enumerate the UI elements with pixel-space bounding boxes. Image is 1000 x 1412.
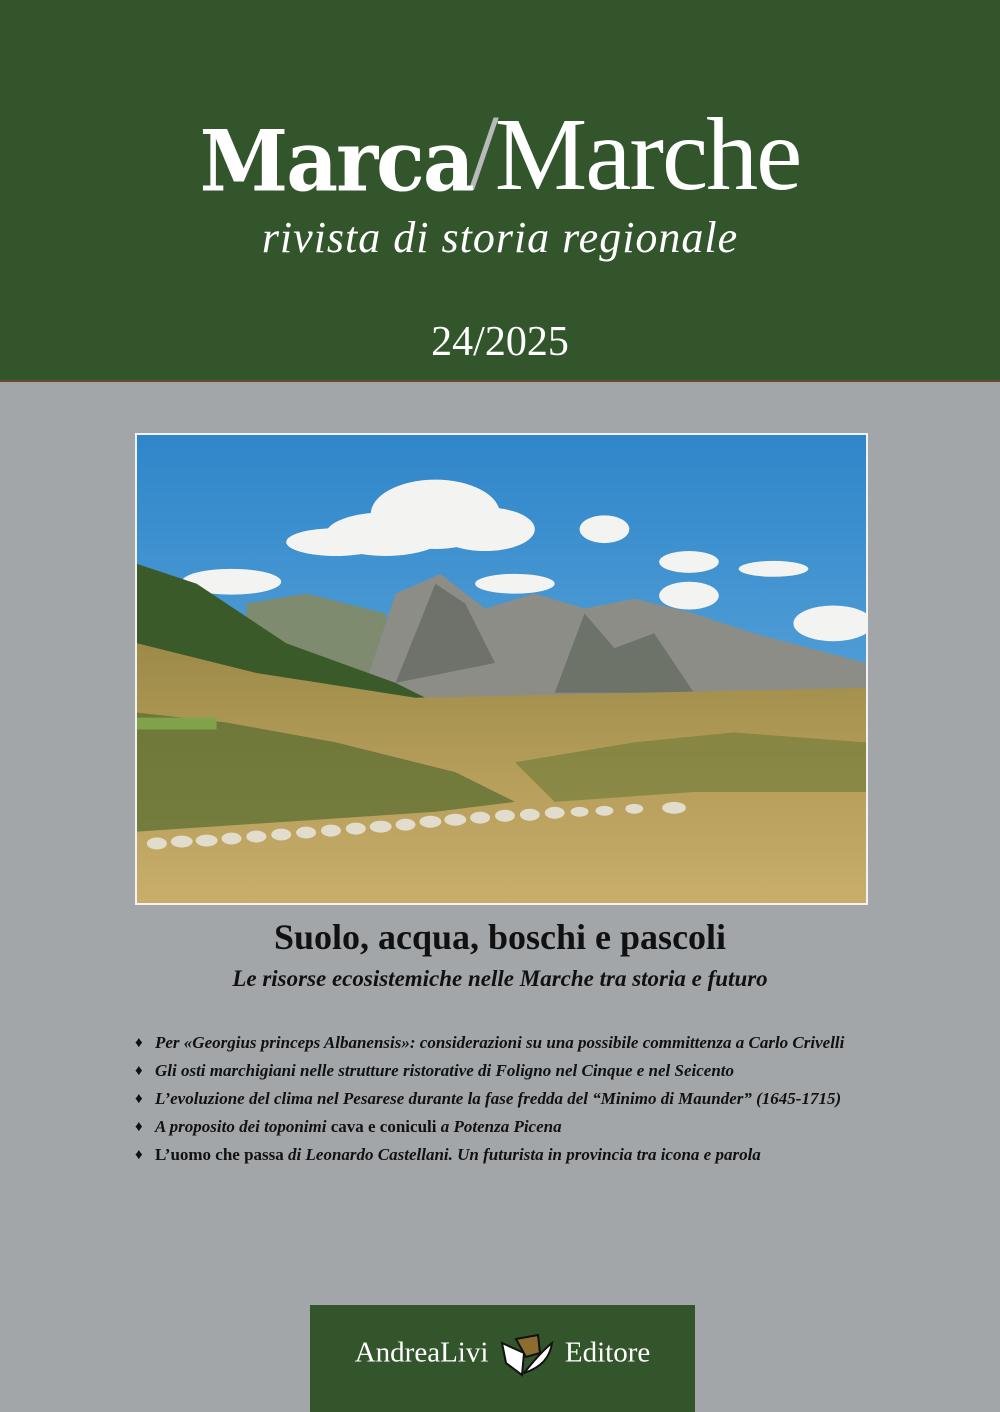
contents-list <box>135 1031 875 1171</box>
diamond-bullet-icon: ♦ <box>135 1119 143 1135</box>
masthead-marche: Marche <box>494 97 801 212</box>
landscape-image-icon <box>137 435 866 903</box>
theme-title: Suolo, acqua, boschi e pascoli <box>273 917 727 957</box>
publisher-name-right: Editore <box>564 1336 651 1369</box>
publisher-block <box>310 1305 695 1412</box>
contents-item-text: L’evoluzione del clima nel Pesarese durante la fase fredda del “Minimo di Maunder” (1645-1715) <box>155 1089 842 1108</box>
cover-header <box>0 0 1000 382</box>
publisher-name-left: AndreaLivi <box>354 1336 489 1369</box>
contents-item <box>135 1059 875 1083</box>
theme-subtitle: Le risorse ecosistemiche nelle Marche tra storia e futuro <box>232 966 768 991</box>
masthead <box>0 92 1000 216</box>
masthead-slash: / <box>468 94 499 213</box>
contents-item-text: Gli osti marchigiani nelle strutture ristorative di Foligno nel Cinque e nel Seicento <box>155 1061 735 1080</box>
contents-item <box>135 1087 875 1111</box>
contents-item-text: a Potenza Picena <box>436 1117 562 1136</box>
contents-item-text: di Leonardo Castellani. Un futurista in provincia tra icona e parola <box>283 1145 761 1164</box>
contents-item <box>135 1115 875 1139</box>
issue-number: 24/2025 <box>431 319 569 365</box>
contents-item-emphasis: cava e coniculi <box>330 1117 437 1136</box>
diamond-bullet-icon: ♦ <box>135 1063 143 1079</box>
diamond-bullet-icon: ♦ <box>135 1091 143 1107</box>
journal-subtitle: rivista di storia regionale <box>261 213 739 262</box>
book-quill-logo-icon <box>498 1333 556 1377</box>
contents-item-text: A proposito dei toponimi <box>155 1117 331 1136</box>
cover-photo <box>135 433 868 905</box>
diamond-bullet-icon: ♦ <box>135 1035 143 1051</box>
publisher-logo <box>310 1333 695 1377</box>
contents-item <box>135 1143 875 1167</box>
diamond-bullet-icon: ♦ <box>135 1147 143 1163</box>
contents-item <box>135 1031 875 1055</box>
contents-item-text: Per «Georgius princeps Albanensis»: considerazioni su una possibile committenza a Carlo Crivelli <box>155 1033 845 1052</box>
masthead-marca: Marca <box>199 111 473 211</box>
contents-item-emphasis: L’uomo che passa <box>155 1145 284 1164</box>
